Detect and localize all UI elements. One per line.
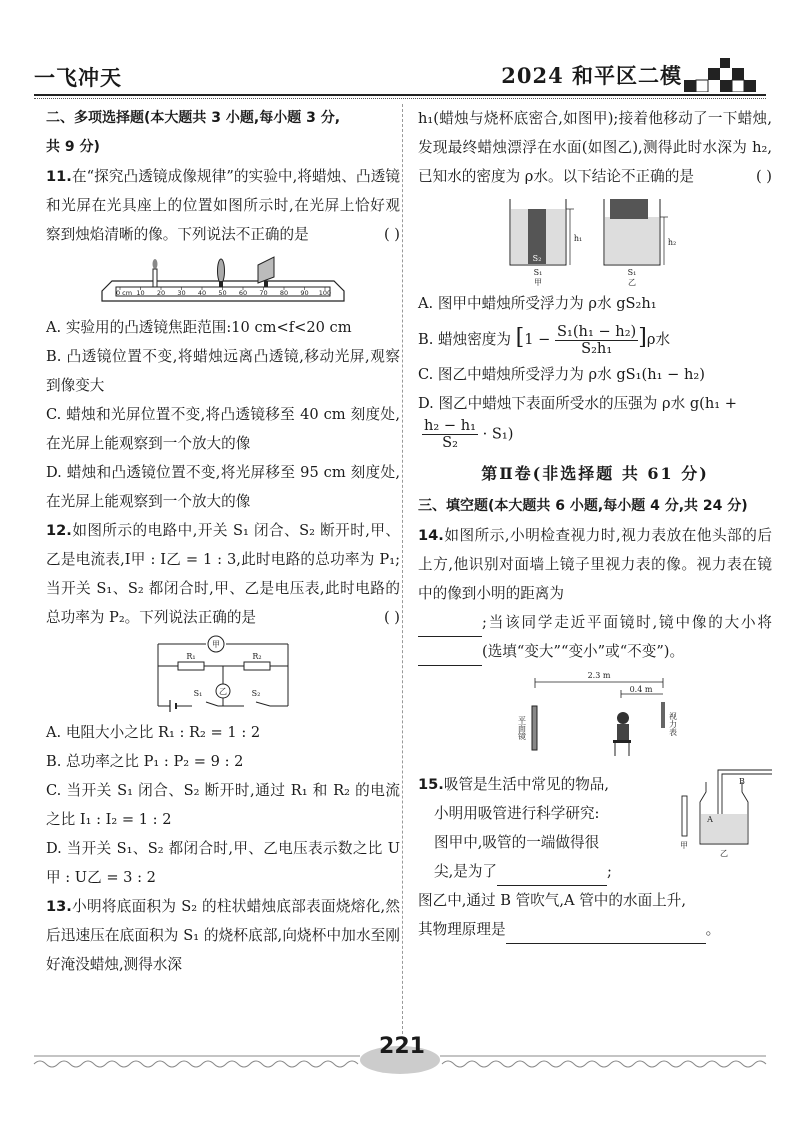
question-15 bbox=[418, 770, 772, 944]
column-divider bbox=[402, 104, 403, 1034]
figure-caption: 甲 bbox=[680, 841, 688, 850]
switch-label: S₂ bbox=[251, 689, 261, 698]
straw-figure bbox=[662, 768, 772, 864]
answer-blank[interactable] bbox=[418, 647, 482, 666]
ruler-tick-label: 100 bbox=[318, 289, 332, 297]
option-a: A. 实验用的凸透镜焦距范围:10 cm<f<20 cm bbox=[46, 319, 352, 336]
question-stem: (选填“变大”“变小”或“不变”)。 bbox=[482, 643, 685, 660]
question-stem: 吸管是生活中常见的物品, bbox=[443, 776, 610, 793]
figure-caption: 乙 bbox=[720, 849, 728, 858]
question-stem: 如图所示,小明检查视力时,视力表放在他头部的后上方,他识别对面墙上镜子里视力表的像。视力表在镜中的像到小明的距离为 bbox=[418, 527, 772, 602]
question-number: 11. bbox=[46, 168, 72, 185]
option-c: C. 图乙中蜡烛所受浮力为 ρ水 gS₁(h₁ − h₂) bbox=[418, 366, 705, 383]
ruler-tick-label: 30 bbox=[177, 289, 186, 297]
question-stem: 。 bbox=[705, 921, 721, 938]
option-c: C. 当开关 S₁ 闭合、S₂ 断开时,通过 R₁ 和 R₂ 的电流之比 I₁ : I₂ = 1 : 2 bbox=[46, 782, 400, 828]
resistor-label: R₁ bbox=[186, 652, 196, 661]
answer-paren: ( ) bbox=[755, 168, 772, 185]
area-label: S₁ bbox=[627, 268, 637, 277]
ruler-tick-label: 70 bbox=[259, 289, 268, 297]
answer-paren: ( ) bbox=[383, 609, 400, 626]
brand-logo: 一飞冲天 bbox=[34, 66, 122, 90]
tube-label: B bbox=[739, 777, 745, 786]
option-a: A. 电阻大小之比 R₁ : R₂ = 1 : 2 bbox=[46, 724, 261, 741]
section-3-heading: 三、填空题(本大题共 6 小题,每小题 4 分,共 24 分) bbox=[418, 498, 748, 514]
answer-paren: ( ) bbox=[383, 226, 400, 243]
ruler-tick-label: 60 bbox=[238, 289, 248, 297]
ruler-tick-label: 0 cm bbox=[115, 289, 133, 297]
exam-title: 2024 和平区二模 bbox=[501, 63, 682, 88]
question-stem: ; bbox=[607, 863, 612, 880]
left-column bbox=[46, 104, 400, 979]
volume-2-title: 第Ⅱ卷(非选择题 共 61 分) bbox=[481, 464, 709, 483]
option-c: C. 蜡烛和光屏位置不变,将凸透镜移至 40 cm 刻度处,在光屏上能观察到一个放大的像 bbox=[46, 406, 400, 452]
question-stem: ;当该同学走近平面镜时,镜中像的大小将 bbox=[482, 614, 772, 631]
answer-blank[interactable] bbox=[418, 618, 482, 637]
figure-caption: 乙 bbox=[628, 278, 636, 287]
question-stem: 小明将底面积为 S₂ 的柱状蜡烛底部表面烧熔化,然后迅速压在底面积为 S₁ 的烧杯底部,向烧杯中加水至刚好淹没蜡烛,测得水深 bbox=[46, 898, 400, 973]
meter-label: 乙 bbox=[219, 687, 227, 696]
question-13-continued bbox=[418, 104, 772, 451]
question-stem: 在“探究凸透镜成像规律”的实验中,将蜡烛、凸透镜和光屏在光具座上的位置如图所示时,在光屏上恰好观察到烛焰清晰的像。下列说法不正确的是 bbox=[46, 168, 400, 243]
figure-caption: 甲 bbox=[534, 278, 542, 287]
header-rule-dotted bbox=[34, 98, 766, 99]
chart-label: 视力表 bbox=[668, 712, 678, 736]
right-column bbox=[418, 104, 772, 944]
distance-label: 0.4 m bbox=[629, 685, 653, 694]
switch-label: S₁ bbox=[193, 689, 203, 698]
mirror-label: 平面镜 bbox=[517, 716, 527, 740]
question-13 bbox=[46, 892, 400, 979]
beaker-figure bbox=[500, 193, 690, 287]
answer-blank[interactable] bbox=[497, 867, 607, 886]
question-stem: 如图所示的电路中,开关 S₁ 闭合、S₂ 断开时,甲、乙是电流表,I甲 : I乙 = 1 : 3,此时电路的总功率为 P₁;当开关 S₁、S₂ 都闭合时,甲、乙是电压表,此时电路的总功率为 P₂。下列说法正确的是 bbox=[46, 522, 400, 626]
question-number: 12. bbox=[46, 522, 72, 539]
section-2-heading: 二、多项选择题(本大题共 3 小题,每小题 3 分, 共 9 分) bbox=[46, 110, 341, 155]
question-12 bbox=[46, 516, 400, 892]
tube-label: A bbox=[707, 815, 713, 824]
ruler-tick-label: 20 bbox=[156, 289, 166, 297]
eye-test-figure bbox=[495, 668, 695, 768]
option-a: A. 图甲中蜡烛所受浮力为 ρ水 gS₂h₁ bbox=[418, 295, 657, 312]
question-11 bbox=[46, 162, 400, 516]
option-b: B. 总功率之比 P₁ : P₂ = 9 : 2 bbox=[46, 753, 244, 770]
ruler-tick-label: 90 bbox=[300, 289, 309, 297]
ruler-tick-label: 10 bbox=[136, 289, 145, 297]
option-b: B. 蜡烛密度为 [1 − $\frac{\text{S₁(h₁ − h₂)}}{\text{S₂h₁}}$ ]ρ水 bbox=[418, 322, 671, 357]
circuit-figure bbox=[148, 634, 298, 716]
depth-label: h₁ bbox=[573, 234, 583, 243]
page-number: 221 bbox=[379, 1034, 425, 1059]
ruler-tick-label: 40 bbox=[197, 289, 207, 297]
option-b: B. 凸透镜位置不变,将蜡烛远离凸透镜,移动光屏,观察到像变大 bbox=[46, 348, 400, 394]
question-stem: h₁(蜡烛与烧杯底密合,如图甲);接着他移动了一下蜡烛,发现最终蜡烛漂浮在水面(如图乙),测得此时水深为 h₂,已知水的密度为 ρ水。以下结论不正确的是 bbox=[418, 110, 772, 185]
question-stem: 小明用吸管进行科学研究: bbox=[434, 805, 600, 822]
area-label: S₁ bbox=[533, 268, 543, 277]
optical-bench-figure bbox=[98, 251, 348, 311]
question-number: 14. bbox=[418, 527, 444, 544]
ruler-tick-label: 80 bbox=[279, 289, 289, 297]
question-stem: 其物理原理是 bbox=[418, 921, 506, 938]
question-stem: 图甲中,吸管的一端做得很 bbox=[434, 834, 600, 851]
question-14 bbox=[418, 521, 772, 768]
resistor-label: R₂ bbox=[252, 652, 262, 661]
option-d: D. 图乙中蜡烛下表面所受水的压强为 ρ水 g(h₁ + $\frac{\text{h₂ − h₁}}{\text{S₂}}$ · S₁) bbox=[418, 395, 737, 451]
answer-blank[interactable] bbox=[506, 925, 706, 944]
meter-label: 甲 bbox=[212, 640, 220, 649]
option-d: D. 当开关 S₁、S₂ 都闭合时,甲、乙电压表示数之比 U甲 : U乙 = 3 : 2 bbox=[46, 840, 400, 886]
distance-label: 2.3 m bbox=[587, 671, 611, 680]
depth-label: h₂ bbox=[667, 238, 677, 247]
ruler-tick-label: 50 bbox=[218, 289, 227, 297]
question-number: 15. bbox=[418, 776, 444, 793]
option-d: D. 蜡烛和凸透镜位置不变,将光屏移至 95 cm 刻度处,在光屏上能观察到一个放大的像 bbox=[46, 464, 400, 510]
area-label: S₂ bbox=[532, 254, 542, 263]
question-number: 13. bbox=[46, 898, 72, 915]
header-rule bbox=[34, 94, 766, 96]
checker-decoration bbox=[684, 58, 762, 92]
question-stem: 尖,是为了 bbox=[434, 863, 498, 880]
question-stem: 图乙中,通过 B 管吹气,A 管中的水面上升, bbox=[418, 892, 687, 909]
